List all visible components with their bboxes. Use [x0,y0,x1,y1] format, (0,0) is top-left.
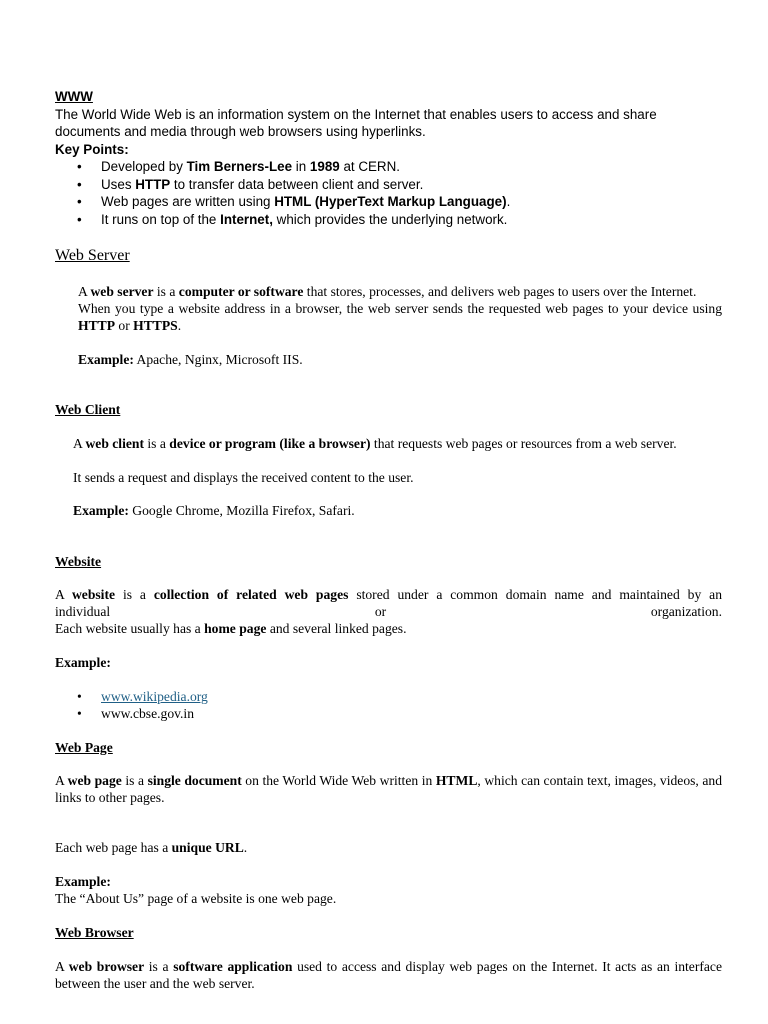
website-example-list [55,688,722,722]
web-client-example: Example: Google Chrome, Mozilla Firefox, Safari. [73,503,355,518]
web-page-example-text: The “About Us” page of a website is one web page. [55,891,337,906]
list-item: • Uses HTTP to transfer data between client and server. [55,176,722,194]
web-server-example: Example: Apache, Nginx, Microsoft IIS. [78,352,303,367]
www-intro: The World Wide Web is an information system on the Internet that enables users to access and share documents and media through web browsers using hyperlinks. [55,106,657,139]
web-browser-definition: A web browser is a software application used to access and display web pages on the Internet. It acts as an interface between the user and the web server. [55,959,722,991]
web-page-example-label: Example: [55,874,111,889]
www-section [55,88,722,228]
website-definition-line3: Each website usually has a home page and several linked pages. [55,621,407,636]
web-server-description: When you type a website address in a browser, the web server sends the requested web pages to your device using HTTP or HTTPS. [78,301,722,333]
web-client-description: It sends a request and displays the received content to the user. [73,470,414,485]
web-browser-heading: Web Browser [55,925,134,940]
web-page-heading: Web Page [55,740,113,755]
web-server-heading: Web Server [55,247,130,264]
web-page-url-note: Each web page has a unique URL. [55,840,248,855]
www-heading: WWW [55,89,93,104]
web-server-definition: A web server is a computer or software that stores, processes, and delivers web pages to users over the Internet. [78,284,697,299]
web-page-definition: A web page is a single document on the World Wide Web written in HTML, which can contain text, images, videos, and links to other pages. [55,773,722,805]
website-heading: Website [55,554,102,569]
list-item [55,705,722,722]
website-example-label: Example: [55,655,111,670]
web-client-body [73,435,722,519]
list-item [55,688,722,705]
list-item: • Web pages are written using HTML (HyperText Markup Language). [55,193,722,211]
website-body [55,586,722,722]
key-points-list [55,158,722,228]
web-browser-body [55,958,722,992]
web-page-body [55,772,722,907]
website-definition-line1: A website is a collection of related web pages stored under a common domain name and maintained by an [55,587,723,602]
web-server-body [78,283,722,368]
web-client-definition: A web client is a device or program (like a browser) that requests web pages or resources from a web server. [73,436,677,451]
web-client-heading: Web Client [55,402,121,417]
wikipedia-link[interactable]: www.wikipedia.org [101,689,208,704]
list-item: • It runs on top of the Internet, which provides the underlying network. [55,211,722,229]
website-definition-line2: individual or organization. [55,604,722,619]
list-item: • Developed by Tim Berners-Lee in 1989 at CERN. [55,158,722,176]
key-points-label: Key Points: [55,141,129,157]
cbse-url: www.cbse.gov.in [101,706,194,721]
